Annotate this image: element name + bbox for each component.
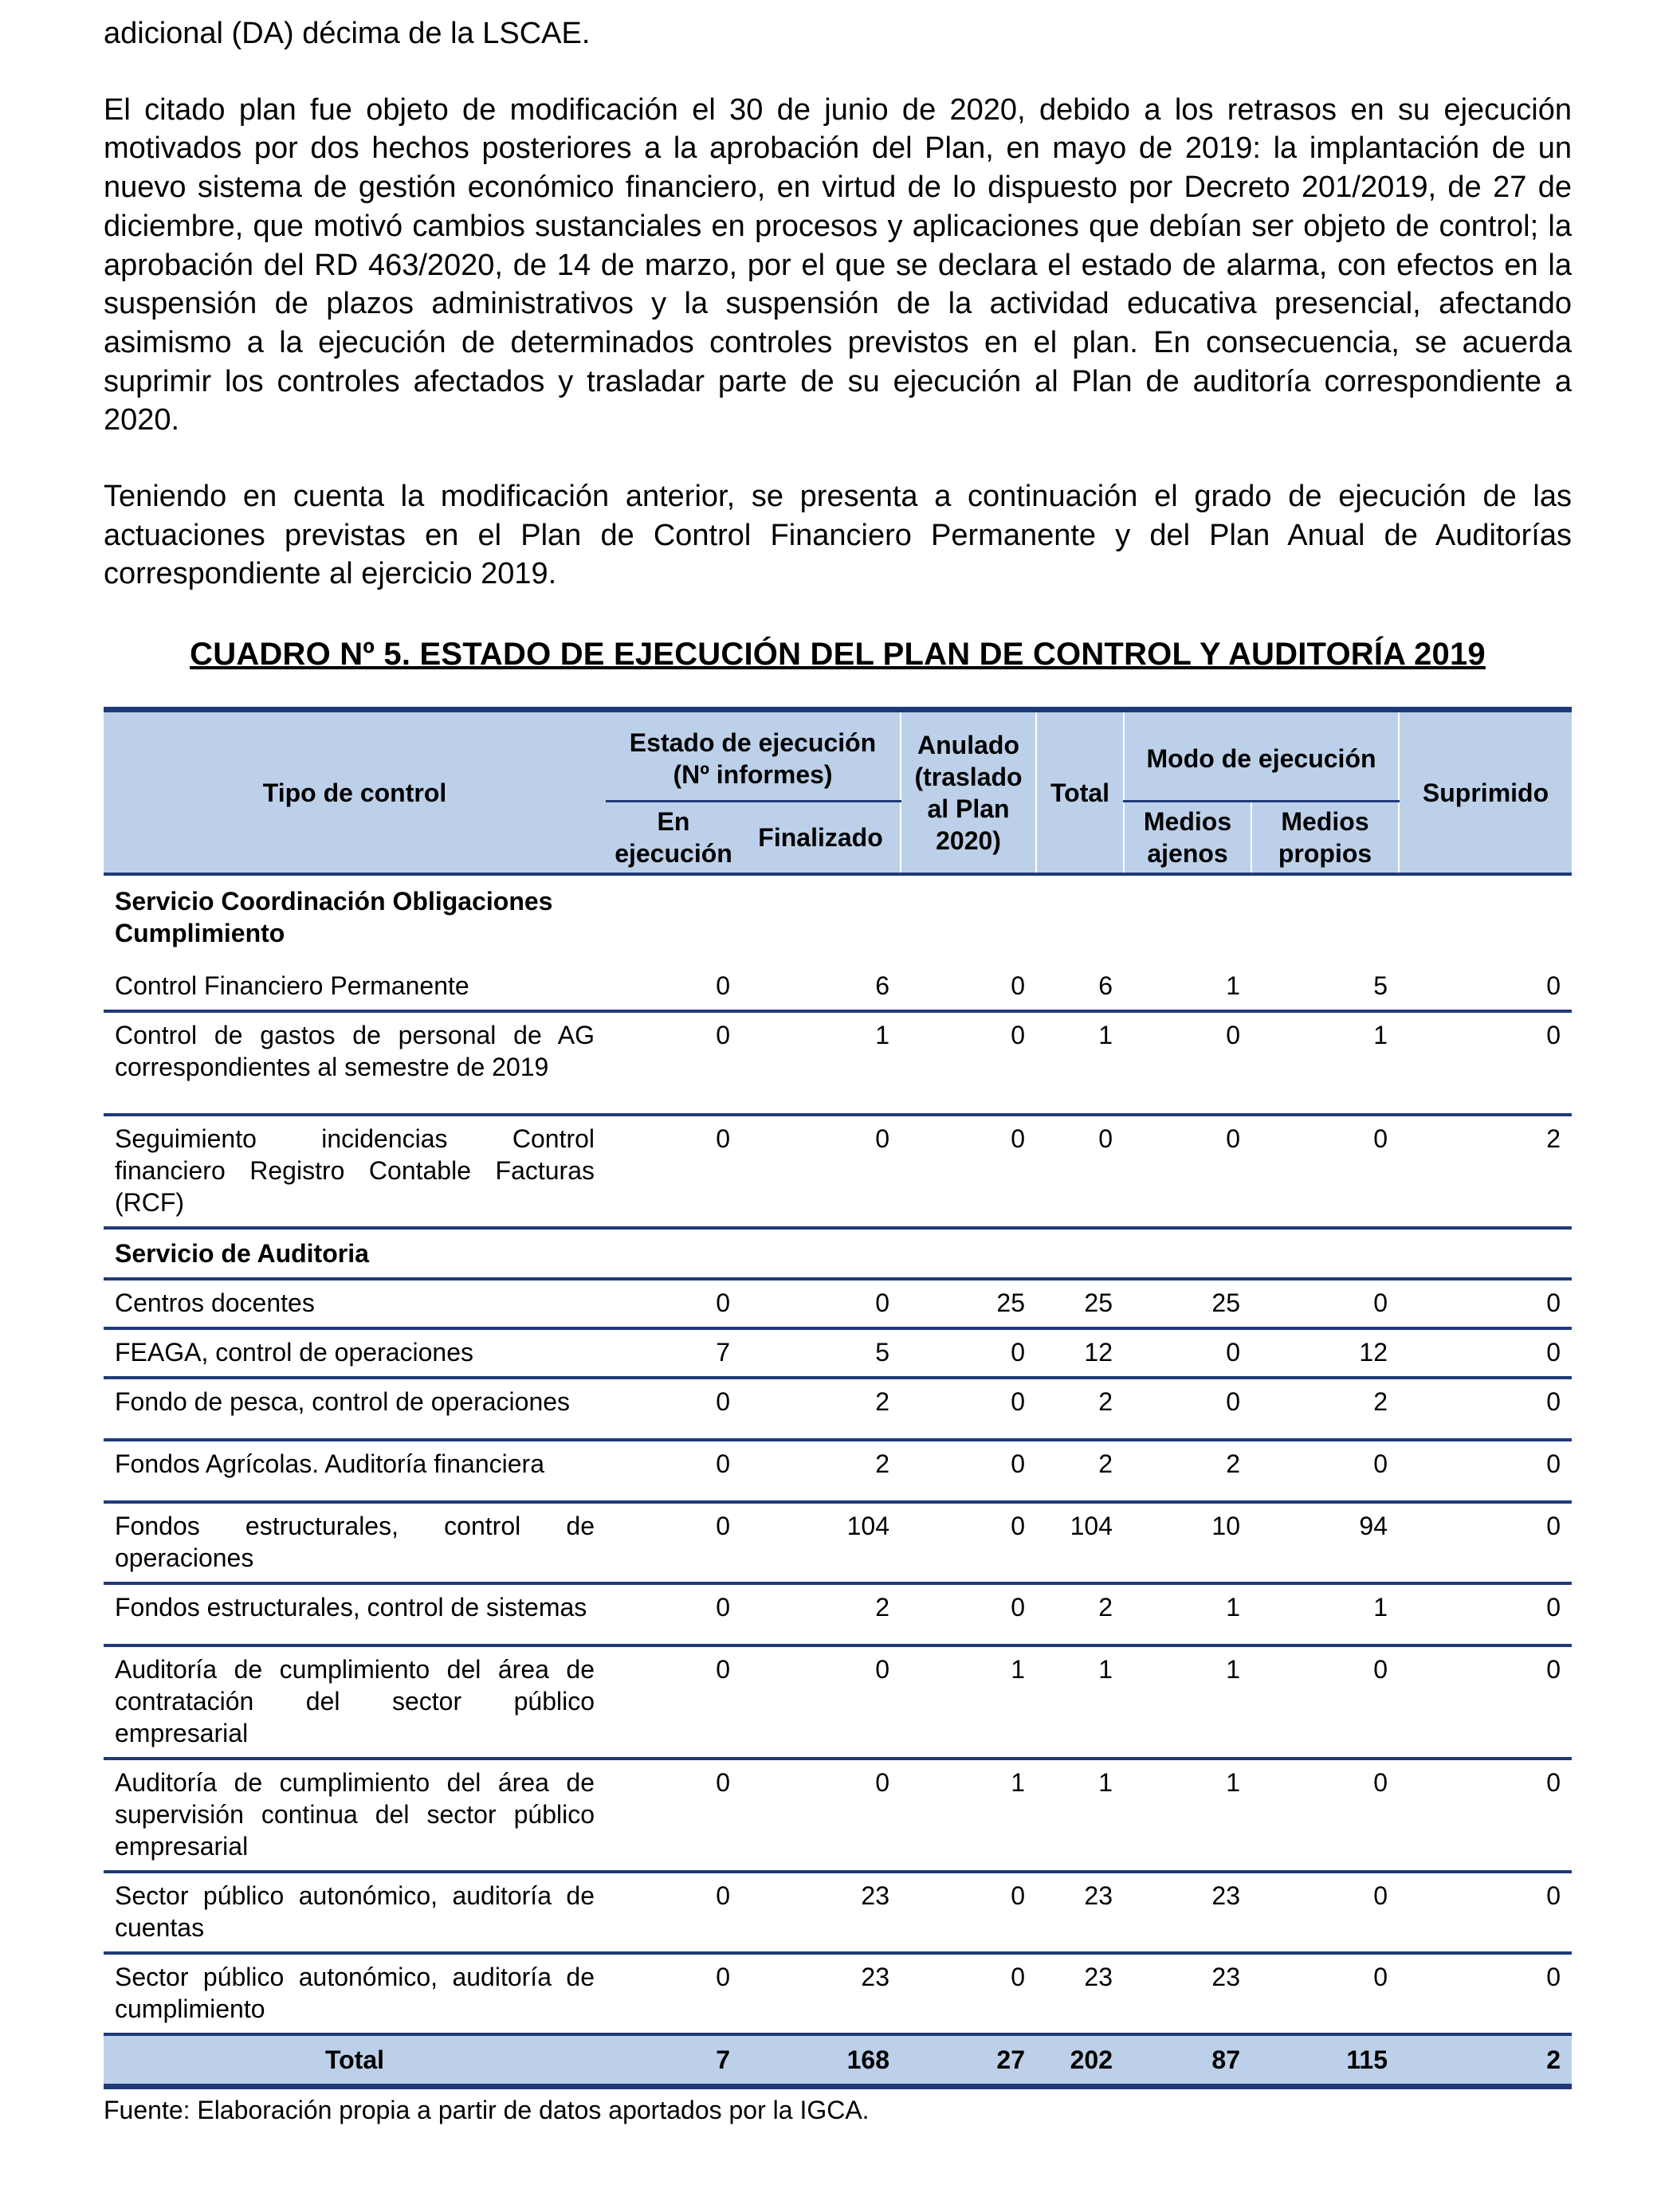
cell-value: 0 (716, 1963, 730, 1992)
row-label: Sector público autonómico, auditoría de cumplimiento (115, 1963, 595, 2024)
cell-value: 23 (1211, 1963, 1241, 1992)
cell-value: 6 (741, 963, 901, 1011)
cell-value: 2 (741, 1583, 901, 1645)
cell-value: 1 (1124, 1645, 1251, 1759)
cell-value: 1 (1124, 1759, 1251, 1872)
cell-value: 1 (1036, 1759, 1124, 1872)
cell-value: 0 (606, 1872, 741, 1953)
table-title: CUADRO Nº 5. ESTADO DE EJECUCIÓN DEL PLAN DE CONTROL Y AUDITORÍA 2019 (190, 637, 1486, 673)
cell-value: 1 (1251, 1583, 1399, 1645)
section-title: Servicio Coordinación Obligaciones Cumplimiento (115, 887, 553, 948)
cell-value: 2 (1036, 1378, 1124, 1440)
cell-value: 7 (606, 1328, 741, 1378)
cell-value: 0 (901, 1440, 1036, 1502)
header-tipo-de-control: Tipo de control (104, 710, 606, 875)
cell-value: 0 (901, 963, 1036, 1011)
row-label: Seguimiento incidencias Control financiero Registro Contable Facturas (RCF) (104, 1115, 606, 1228)
table-row (104, 1759, 1572, 1872)
cell-value: 23 (1124, 1872, 1251, 1953)
table-row (104, 1328, 1572, 1378)
row-label: Auditoría de cumplimiento del área de contratación del sector público empresarial (104, 1645, 606, 1759)
cell-value: 0 (1399, 1440, 1572, 1502)
cell-value: 23 (741, 1872, 901, 1953)
cell-value: 104 (741, 1502, 901, 1583)
header-medios-ajenos: Medios ajenos (1124, 802, 1251, 875)
paragraph-1: adicional (DA) décima de la LSCAE. (104, 17, 591, 50)
cell-value: 0 (606, 1583, 741, 1645)
row-label: Fondo de pesca, control de operaciones (104, 1378, 606, 1440)
cell-value: 115 (1251, 2034, 1399, 2087)
cell-value: 0 (606, 1115, 741, 1228)
section-title: Servicio de Auditoria (104, 1228, 606, 1279)
table-row (104, 1279, 1572, 1328)
cell-value: 0 (1399, 1328, 1572, 1378)
cell-value: 0 (1251, 1645, 1399, 1759)
cell-value: 23 (1036, 1872, 1124, 1953)
cell-value: 0 (1011, 1963, 1026, 1992)
cell-value: 5 (1251, 963, 1399, 1011)
cell-value: 0 (606, 1645, 741, 1759)
cell-value: 25 (901, 1279, 1036, 1328)
cell-value: 0 (1251, 1115, 1399, 1228)
cell-value: 27 (901, 2034, 1036, 2087)
cell-value: 0 (1036, 1115, 1124, 1228)
control-status-table (104, 707, 1572, 2089)
cell-value: 1 (1251, 1011, 1399, 1115)
total-row (104, 2034, 1572, 2087)
cell-value: 0 (901, 1328, 1036, 1378)
cell-value: 5 (741, 1328, 901, 1378)
cell-value: 0 (741, 1759, 901, 1872)
header-en-ejecucion: En ejecución (606, 802, 741, 875)
row-label: Control de gastos de personal de AG correspondientes al semestre de 2019 (104, 1011, 606, 1115)
paragraph-3: Teniendo en cuenta la modificación anterior, se presenta a continuación el grado de ejecución de las actuaciones previstas en el Plan de Control Financiero Permanente y del Plan Anual de Auditorías correspondiente al ejercicio 2019. (104, 480, 1572, 591)
cell-value: 2 (1036, 1440, 1124, 1502)
table-row (104, 1502, 1572, 1583)
cell-value: 0 (901, 1011, 1036, 1115)
cell-value: 0 (606, 1440, 741, 1502)
cell-value: 2 (1399, 1115, 1572, 1228)
cell-value: 0 (1399, 1011, 1572, 1115)
cell-value: 0 (606, 1279, 741, 1328)
cell-value: 0 (741, 1645, 901, 1759)
cell-value: 202 (1036, 2034, 1124, 2087)
total-label: Total (104, 2034, 606, 2087)
row-label: Fondos estructurales, control de sistemas (104, 1583, 606, 1645)
table-row (104, 1440, 1572, 1502)
cell-value: 0 (606, 1502, 741, 1583)
cell-value: 0 (1251, 1279, 1399, 1328)
row-label: FEAGA, control de operaciones (104, 1328, 606, 1378)
cell-value: 25 (1124, 1279, 1251, 1328)
table-row (104, 1583, 1572, 1645)
header-medios-propios: Medios propios (1251, 802, 1399, 875)
cell-value: 0 (606, 1011, 741, 1115)
cell-value: 1 (1124, 1583, 1251, 1645)
cell-value: 94 (1251, 1502, 1399, 1583)
table-row (104, 1115, 1572, 1228)
table-row (104, 963, 1572, 1011)
cell-value: 0 (1399, 1279, 1572, 1328)
cell-value: 104 (1036, 1502, 1124, 1583)
section-row (104, 874, 1572, 963)
cell-value: 25 (1036, 1279, 1124, 1328)
section-row (104, 1228, 1572, 1279)
cell-value: 2 (741, 1378, 901, 1440)
paragraph-2: El citado plan fue objeto de modificación el 30 de junio de 2020, debido a los retrasos en su ejecución motivados por dos hechos posteriores a la aprobación del Plan, en mayo de 2019: la implantación de un nuevo sistema de gestión económico financiero, en virtud de lo dispuesto por Decreto 201/2019, de 27 de diciembre, que motivó cambios sustanciales en procesos y aplicaciones que debían ser objeto de control; la aprobación del RD 463/2020, de 14 de marzo, por el que se declara el estado de alarma, con efectos en la suspensión de plazos administrativos y la suspensión de la actividad educativa presencial, afectando asimismo a la ejecución de determinados controles previstos en el plan. En consecuencia, se acuerda suprimir los controles afectados y trasladar parte de su ejecución al Plan de auditoría correspondiente a 2020. (104, 92, 1572, 437)
table-row (104, 1872, 1572, 1953)
cell-value: 1 (1036, 1011, 1124, 1115)
cell-value: 0 (1251, 1872, 1399, 1953)
cell-value: 0 (901, 1583, 1036, 1645)
document-page (104, 14, 1572, 2126)
cell-value: 0 (1399, 1872, 1572, 1953)
cell-value: 0 (606, 1759, 741, 1872)
cell-value: 2 (1036, 1583, 1124, 1645)
cell-value: 168 (741, 2034, 901, 2087)
table-row (104, 1645, 1572, 1759)
cell-value: 0 (901, 1378, 1036, 1440)
cell-value: 10 (1124, 1502, 1251, 1583)
row-label: Centros docentes (104, 1279, 606, 1328)
cell-value: 0 (1399, 1378, 1572, 1440)
table-row (104, 1011, 1572, 1115)
header-finalizado: Finalizado (741, 802, 901, 875)
cell-value: 0 (741, 1115, 901, 1228)
cell-value: 87 (1124, 2034, 1251, 2087)
cell-value: 0 (1546, 1963, 1561, 1992)
cell-value: 12 (1251, 1328, 1399, 1378)
cell-value: 12 (1036, 1328, 1124, 1378)
cell-value: 6 (1036, 963, 1124, 1011)
cell-value: 2 (1124, 1440, 1251, 1502)
cell-value: 0 (1124, 1115, 1251, 1228)
cell-value: 0 (901, 1115, 1036, 1228)
cell-value: 0 (1124, 1378, 1251, 1440)
cell-value: 23 (1084, 1963, 1113, 1992)
cell-value: 0 (901, 1872, 1036, 1953)
header-estado-de-ejecucion: Estado de ejecución (Nº informes) (606, 710, 901, 802)
cell-value: 0 (1399, 1502, 1572, 1583)
cell-value: 0 (606, 963, 741, 1011)
cell-value: 1 (1036, 1645, 1124, 1759)
cell-value: 2 (1251, 1378, 1399, 1440)
cell-value: 0 (1399, 963, 1572, 1011)
header-suprimido: Suprimido (1399, 710, 1572, 875)
cell-value: 0 (1124, 1011, 1251, 1115)
cell-value: 1 (901, 1759, 1036, 1872)
cell-value: 0 (1399, 1645, 1572, 1759)
cell-value: 1 (901, 1645, 1036, 1759)
cell-value: 7 (606, 2034, 741, 2087)
cell-value: 0 (1373, 1963, 1388, 1992)
cell-value: 2 (741, 1440, 901, 1502)
table-row (104, 1953, 1572, 2034)
row-label: Fondos estructurales, control de operaciones (104, 1502, 606, 1583)
cell-value: 0 (741, 1279, 901, 1328)
cell-value: 0 (901, 1502, 1036, 1583)
row-label: Fondos Agrícolas. Auditoría financiera (104, 1440, 606, 1502)
cell-value: 23 (861, 1963, 890, 1992)
cell-value: 0 (1251, 1440, 1399, 1502)
cell-value: 0 (606, 1378, 741, 1440)
source-note: Fuente: Elaboración propia a partir de datos aportados por la IGCA. (104, 2096, 870, 2125)
cell-value: 0 (1124, 1328, 1251, 1378)
row-label: Sector público autonómico, auditoría de cuentas (104, 1872, 606, 1953)
header-anulado: Anulado (traslado al Plan 2020) (901, 710, 1036, 875)
table-row (104, 1378, 1572, 1440)
header-total: Total (1036, 710, 1124, 875)
cell-value: 2 (1399, 2034, 1572, 2087)
row-label: Control Financiero Permanente (104, 963, 606, 1011)
cell-value: 1 (741, 1011, 901, 1115)
cell-value: 0 (1399, 1583, 1572, 1645)
header-modo-de-ejecucion: Modo de ejecución (1124, 710, 1399, 802)
cell-value: 1 (1124, 963, 1251, 1011)
cell-value: 0 (1399, 1759, 1572, 1872)
cell-value: 0 (1251, 1759, 1399, 1872)
row-label: Auditoría de cumplimiento del área de supervisión continua del sector público empresarial (104, 1759, 606, 1872)
